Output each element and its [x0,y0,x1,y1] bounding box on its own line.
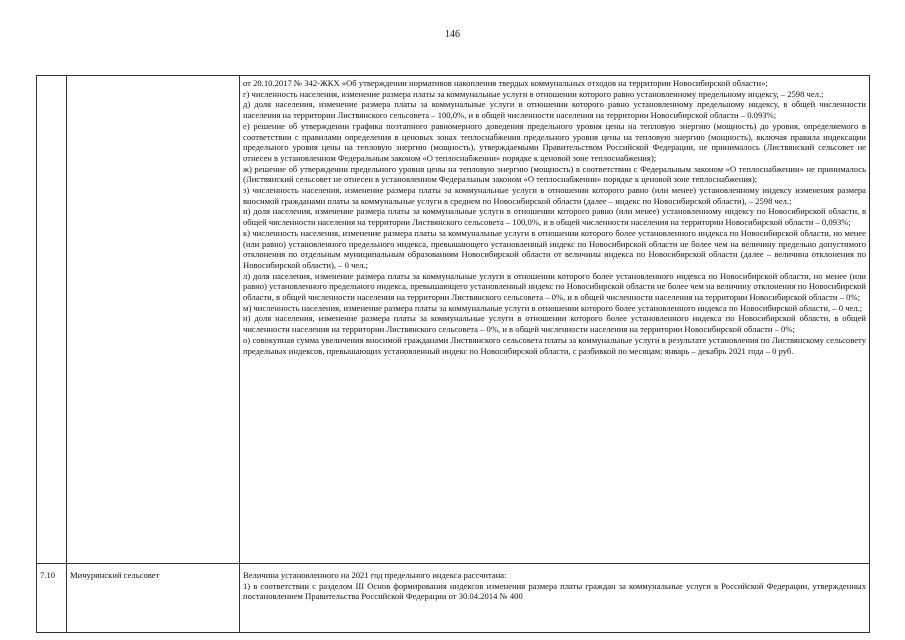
page-number: 146 [445,29,460,40]
paragraph-intro: Величина установленного на 2021 год предельного индекса рассчитана: [243,570,507,580]
table-row [37,76,870,564]
paragraph-l: л) доля населения, изменение размера платы за коммунальные услуги в отношении которого более установленного индекса по Новосибирской области, но менее (или равно) установленного предельного индекса, превышающего установленный индекс по Новосибирской области не более чем на величину отклонения по Новосибирской области, в общей численности населения на территории Листвянского сельсовета – 0%, и в общей численности населения на территории Новосибирской области – 0%; [243,270,866,303]
table-row [37,564,870,633]
paragraph-i: и) доля населения, изменение размера платы за коммунальные услуги в отношении которого равно (или менее) установленному индексу по Новосибирской области, в общей численности населения на территории Листвянского сельсовета – 100,0%, и в общей численности населения на территории Новосибирской области – 0,093%; [243,206,866,228]
paragraph-1: 1) в соответствии с разделом III Основ формирования индексов изменения размера платы граждан за коммунальные услуги в Российской Федерации, утвержденных постановлением Правительства Российской Федерации от 30.04.2014 № 400 [243,580,866,602]
paragraph-n: н) доля населения, изменение размера платы за коммунальные услуги в отношении которого более установленного индекса по Новосибирской области, в общей численности населения на территории Листвянского сельсовета – 0%, и в общей численности населения на территории Новосибирской области – 0%; [243,313,866,335]
paragraph-m: м) численность населения, изменение размера платы за коммунальные услуги в отношении которого более установленного индекса по Новосибирской области, – 0 чел.; [243,302,863,313]
description-cell [240,564,870,633]
municipality-index-table [36,75,870,633]
row-number-cell [37,76,67,564]
paragraph-k: к) численность населения, изменение размера платы за коммунальные услуги в отношении которого более установленного индекса по Новосибирской области, но менее (или равно) установленного предельного индекса, превышающего установленный индекс по Новосибирской области не более чем на величину предельно допустимого отклонения по отдельным муниципальным образованиям Новосибирской области от величины индекса по Новосибирской области (далее – величина отклонения по Новосибирской области), – 0 чел.; [243,227,866,270]
paragraph-d: д) доля населения, изменение размера платы за коммунальные услуги в отношении которого равно установленному предельному индексу, в общей численности населения на территории Листвянского сельсовета – 100,0%, и в общей численности населения на территории Новосибирской области – 0.093%; [243,99,866,121]
row-number-cell: 7.10 [37,564,67,633]
municipality-name-cell: Мичуринский сельсовет [67,564,240,633]
paragraph-g: г) численность населения, изменение размера платы за коммунальные услуги в отношении которого равно установленному предельному индексу, – 2598 чел.; [243,88,824,99]
paragraph-o: о) совокупная сумма увеличения вносимой гражданами Листвянского сельсовета платы за коммунальные услуги в результате установления по Листвянскому сельсовету предельных индексов, превышающих установленный индекс по Новосибирской области, с разбивкой по месяцам: январь – декабрь 2021 года – 0 руб. [243,334,866,356]
paragraph-e: е) решение об утверждении графика поэтапного равномерного доведения предельного уровня цены на тепловую энергию (мощность) до уровня, определяемого в соответствии с правилами определения в ценовых зонах теплоснабжения предельного уровня цены на тепловую энергию (мощность), включая правила индексации предельного уровня цены на тепловую энергию (мощность), утверждаемыми Правительством Российской Федерации, не принималось (Листвянский сельсовет не отнесен в установленном Федеральным законом «О теплоснабжении» порядке к ценовой зоне теплоснабжения); [243,120,866,163]
paragraph: от 20.10.2017 № 342-ЖКХ «Об утверждении нормативов накопления твердых коммунальных отходов на территории Новосибирской области»; [243,78,768,88]
paragraph-z: з) численность населения, изменение размера платы за коммунальные услуги в отношении которого равно (или менее) установленному индексу изменения размера вносимой гражданами платы за коммунальные услуги в среднем по Новосибирской области (далее – индекс по Новосибирской области), – 2598 чел.; [243,185,866,206]
paragraph-zh: ж) решение об утверждении предельного уровня цены на тепловую энергию (мощность) в соответствии с Федеральным законом «О теплоснабжении» не принималось (Листвянский сельсовет не отнесен в установленном Федеральным законом «О теплоснабжении» порядке к ценовой зоне теплоснабжения); [243,163,866,185]
description-cell [240,76,870,564]
municipality-name-cell [67,76,240,564]
